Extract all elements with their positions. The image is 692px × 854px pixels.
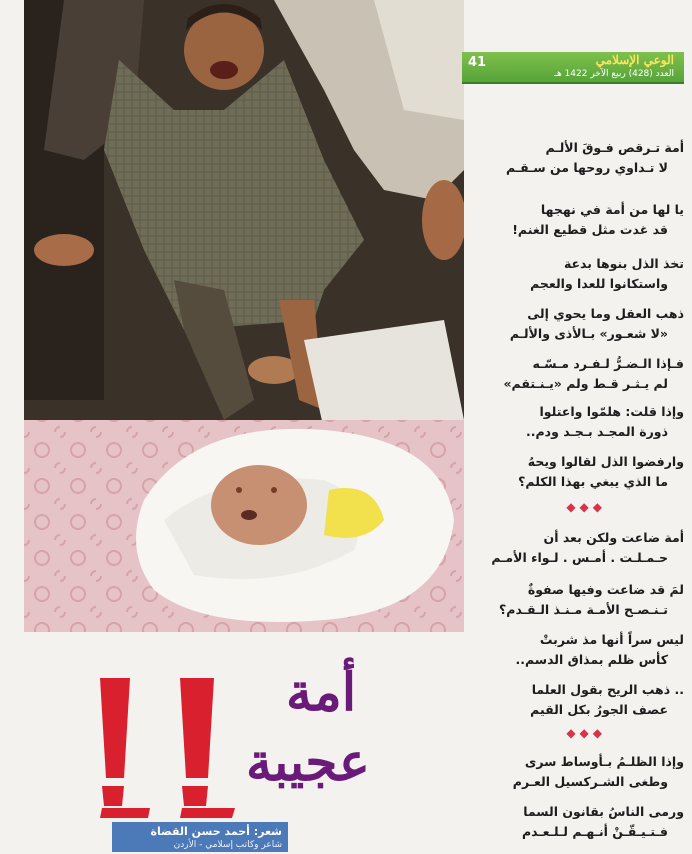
verse-line: قد غدت مثل قطيع الغنم! (512, 222, 668, 237)
verse-line: وإذا قلت: هلمّوا واعتلوا (539, 404, 684, 419)
verse-line: ذهب العقل وما يحوي إلى (527, 306, 684, 321)
magazine-name: الوعي الإسلامي (595, 53, 674, 67)
couplet (472, 752, 684, 792)
verse-line: تـنـصـح الأمـة مـنـذ الـقـدم؟ (499, 602, 668, 617)
couplet (472, 304, 684, 344)
verse-line: .. ذهب الريح بقول العلما (531, 682, 684, 697)
couplet (472, 254, 684, 294)
verse-line: لا تـداوي روحها من سـقـم (506, 160, 668, 175)
poet-name: شعر: أحمد حسن القضاة (150, 825, 282, 838)
author-credit (112, 822, 288, 852)
verse-line: تخذ الذل بنوها بدعة (563, 256, 684, 271)
verse-line: وإذا الظلـمُ بـأوساط سرى (524, 754, 684, 769)
page-header (462, 52, 684, 84)
verse-line: ما الذي يبغي بهذا الكلم؟ (518, 474, 668, 489)
stanza-separator: ◆◆◆ (566, 500, 606, 514)
couplet (472, 452, 684, 492)
verse-line: حـمـلـت . أمـس . لـواء الأمـم (491, 550, 668, 565)
couplet (472, 680, 684, 720)
verse-line: كأس ظلم بمذاق الدسم.. (515, 652, 668, 667)
verse-line: لم يـثـر قـط ولم «يـنـتقم» (503, 376, 668, 391)
verse-line: فـإذا الـضـرُّ لـفـرد مـسّـه (532, 356, 684, 371)
poet-role: شاعر وكاتب إسلامي - الأردن (173, 840, 282, 850)
couplet (472, 630, 684, 670)
verse-line: واستكانوا للعدا والعجم (530, 276, 668, 291)
verse-line: ورمى الناسُ بقانون السما (523, 804, 684, 819)
verse-line: فـتـيـقّـنْ أنـهـم لـلـعـدم (521, 824, 668, 839)
stanza-separator: ◆◆◆ (566, 726, 606, 740)
couplet (472, 138, 684, 178)
title-block (24, 632, 464, 854)
verse-line: «لا شعـور» بـالأذى والألـم (509, 326, 668, 341)
couplet (472, 354, 684, 394)
verse-line: أمة تـرقص فـوقَ الألـم (545, 140, 684, 155)
verse-line: يا لها من أمة في نهجها (540, 202, 684, 217)
verse-line: أمة ضاعت ولكن بعد أن (543, 530, 684, 545)
page-number: 41 (468, 55, 487, 70)
verse-line: وارفضوا الذل لقالوا ويحهُ (527, 454, 684, 469)
couplet (472, 402, 684, 442)
couplet (472, 802, 684, 842)
issue-line: العدد (428) ربيع الآخر 1422 هـ (554, 69, 674, 79)
title-line-2: عجيبة (246, 732, 370, 793)
couplet (472, 200, 684, 240)
verse-line: وطغى الشـركسيل العـرم (512, 774, 668, 789)
verse-line: ذورة المجـد بـجـد ودم.. (526, 424, 668, 439)
verse-line: ليس سراً أنها مذ شربتْ (539, 632, 684, 647)
exclamation-mark-icon (90, 668, 240, 818)
title-line-1: أمة (286, 662, 357, 723)
couplet (472, 580, 684, 620)
cover-photo (24, 0, 464, 632)
couplet (472, 528, 684, 568)
verse-line: لمَ قد ضاعت وفيها صفوةٌ (527, 582, 684, 597)
photo-illustration (24, 0, 464, 632)
verse-line: عصف الجورُ بكل القيم (530, 702, 668, 717)
